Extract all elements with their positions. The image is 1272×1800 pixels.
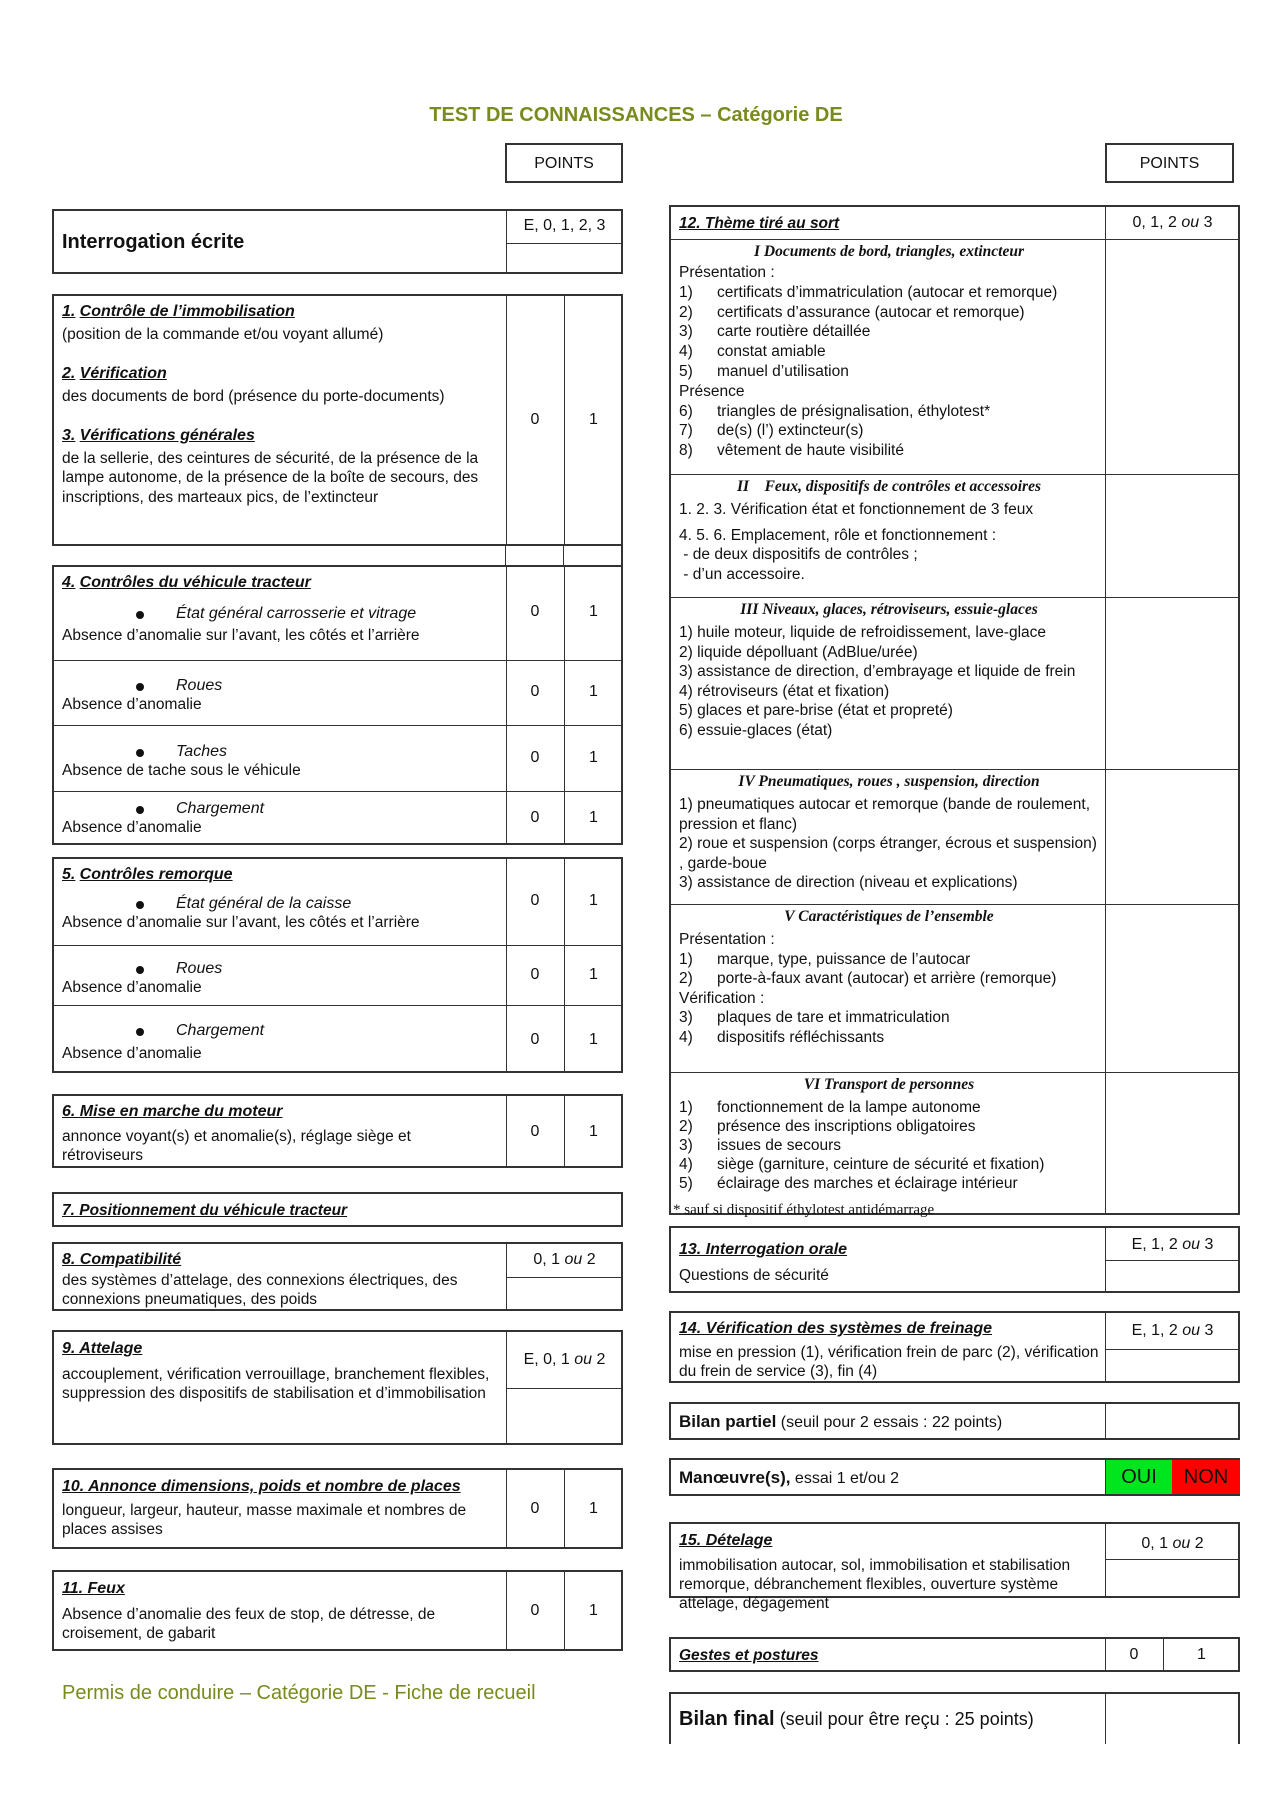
item8-box <box>52 1242 623 1311</box>
item6-title: 6. Mise en marche du moteur <box>62 1103 283 1120</box>
item3-text: de la sellerie, des ceintures de sécurité, de la présence de la lampe autonome, de la présence de la boîte de secours, des inscriptions, des marteaux pics, de l’extincteur <box>62 449 479 506</box>
item15-box <box>669 1522 1240 1612</box>
bullet-icon <box>136 806 144 814</box>
list-item: 5) manuel d’utilisation <box>679 362 849 380</box>
section-iv-heading: IV Pneumatiques, roues , suspension, direction <box>738 773 1040 790</box>
item4-row3-score-1[interactable]: 1 <box>589 749 598 766</box>
section-vi <box>679 1076 1099 1193</box>
item5-row3-score-1[interactable]: 1 <box>589 1031 598 1048</box>
list-item: 3) assistance de direction, d’embrayage et liquide de frein <box>679 663 1076 680</box>
row-bullet-label: Roues <box>176 960 223 977</box>
points-header-left: POINTS <box>505 143 623 183</box>
gestes-box <box>669 1637 1240 1672</box>
scale-ou: ou <box>574 1351 593 1368</box>
scale-ou: ou <box>1172 1535 1191 1552</box>
scale-text: 3 <box>1199 214 1213 231</box>
item4-row4-score-0[interactable]: 0 <box>530 809 540 826</box>
manoeuvres-label: Manœuvre(s), <box>679 1468 791 1487</box>
bilan-partiel-label: Bilan partiel <box>679 1412 777 1431</box>
footer-text: Permis de conduire – Catégorie DE - Fiche de recueil <box>62 1682 536 1704</box>
item4-box <box>52 565 623 845</box>
item11-score-0[interactable]: 0 <box>530 1602 540 1619</box>
item5-box <box>52 857 623 1073</box>
list-item: 1) pneumatiques autocar et remorque (bande de roulement, pression et flanc) <box>679 796 1090 833</box>
item14-score-field[interactable] <box>1105 1351 1240 1381</box>
item11-score-1[interactable]: 1 <box>589 1602 598 1619</box>
item10-score-1[interactable]: 1 <box>589 1500 598 1517</box>
item14-text: mise en pression (1), vérification frein de parc (2), vérification du frein de service (3), fin (4) <box>679 1343 1099 1380</box>
list-item: 4) siège (garniture, ceinture de sécurité et fixation) <box>679 1156 1045 1173</box>
item4-row4-score-1[interactable]: 1 <box>589 809 598 826</box>
list-item: 4) constat amiable <box>679 343 826 361</box>
item5-row <box>54 1022 506 1064</box>
item9-title: 9. Attelage <box>62 1340 143 1357</box>
item5-row2-score-1[interactable]: 1 <box>589 966 598 983</box>
item13-title: 13. Interrogation orale <box>679 1241 848 1258</box>
scale-text: 3 <box>1200 1322 1214 1339</box>
page-title: TEST DE CONNAISSANCES – Catégorie DE <box>429 104 843 126</box>
list-item: 4) rétroviseurs (état et fixation) <box>679 682 890 700</box>
item5-title: Contrôles remorque <box>79 866 233 883</box>
list-item: 2) certificats d’assurance (autocar et remorque) <box>679 303 1025 321</box>
interrogation-ecrite-label: Interrogation écrite <box>62 231 245 253</box>
section-v-heading: V Caractéristiques de l’ensemble <box>784 908 994 925</box>
list-item: 1) fonctionnement de la lampe autonome <box>679 1099 981 1116</box>
item7-box <box>52 1192 623 1227</box>
row-text: Absence de tache sous le véhicule <box>62 762 301 779</box>
list-item: 2) présence des inscriptions obligatoires <box>679 1118 976 1135</box>
section-i-pre1: Présentation : <box>679 264 775 281</box>
item1-num: 1. <box>62 303 76 320</box>
item6-score-1[interactable]: 1 <box>589 1123 598 1140</box>
scale-ou: ou <box>1182 1236 1201 1253</box>
item1-text: (position de la commande et/ou voyant allumé) <box>62 325 384 343</box>
item14-box <box>669 1311 1240 1383</box>
scale-text: 2 <box>1190 1535 1204 1552</box>
item9-box <box>52 1330 623 1445</box>
item8-title: 8. Compatibilité <box>62 1251 182 1268</box>
scale-text: E, 1, 2 <box>1131 1322 1183 1339</box>
points-header-right: POINTS <box>1105 143 1234 183</box>
list-item: 7) de(s) (l’) extincteur(s) <box>679 422 864 440</box>
item2-num: 2. <box>62 365 76 382</box>
item9-score-field[interactable] <box>506 1390 623 1442</box>
row-text: Absence d’anomalie <box>62 819 202 836</box>
scale-ou: ou <box>564 1251 583 1268</box>
item15-scale <box>1105 1535 1240 1553</box>
scale-ou: ou <box>1181 214 1200 231</box>
item10-score-0[interactable]: 0 <box>530 1500 540 1517</box>
section-i-pre2: Présence <box>679 382 745 400</box>
item11-title: 11. Feux <box>62 1580 125 1597</box>
section-iv <box>679 773 1099 893</box>
section-v-pre1: Présentation : <box>679 931 775 948</box>
scale-text: 0, 1, 2 <box>1132 214 1182 231</box>
non-button[interactable]: NON <box>1172 1460 1240 1494</box>
item2-title: Vérification <box>79 365 167 382</box>
item10-box <box>52 1468 623 1549</box>
item11-box <box>52 1570 623 1651</box>
row-text: Absence d’anomalie <box>62 979 202 996</box>
section-v-pre2: Vérification : <box>679 989 765 1007</box>
item13-text: Questions de sécurité <box>679 1266 829 1284</box>
row-text: Absence d’anomalie <box>62 1045 202 1062</box>
item9-scale <box>506 1351 623 1369</box>
section-ii-heading: Feux, dispositifs de contrôles et accessoires <box>764 478 1041 495</box>
item13-box <box>669 1226 1240 1293</box>
item7-title: 7. Positionnement du véhicule tracteur <box>62 1202 348 1219</box>
bullet-icon <box>136 966 144 974</box>
row-bullet-label: Chargement <box>176 800 265 817</box>
item4-row <box>54 605 506 646</box>
row-bullet-label: Roues <box>176 677 223 694</box>
bilan-partiel-box <box>669 1402 1240 1440</box>
list-item: 8) vêtement de haute visibilité <box>679 442 904 460</box>
bilan-partiel-threshold: (seuil pour 2 essais : 22 points) <box>776 1414 1003 1431</box>
item15-score-field[interactable] <box>1105 1561 1240 1596</box>
row-bullet-label: État général de la caisse <box>176 895 352 912</box>
section-i-heading: I Documents de bord, triangles, extincteur <box>754 243 1024 260</box>
item5-row <box>54 960 506 998</box>
oui-button[interactable]: OUI <box>1106 1460 1172 1494</box>
item5-row1-score-1[interactable]: 1 <box>589 892 598 909</box>
section-vi-heading: VI Transport de personnes <box>803 1076 975 1093</box>
section-v <box>679 908 1099 1047</box>
row-text: Absence d’anomalie <box>62 696 202 713</box>
connector-strip <box>505 546 623 566</box>
item4-row1-score-1[interactable]: 1 <box>589 603 598 620</box>
list-item: 3) assistance de direction (niveau et explications) <box>679 874 1018 891</box>
item15-title: 15. Dételage <box>679 1532 773 1549</box>
scale-text: E, 1, 2 <box>1131 1236 1183 1253</box>
list-item: 6) triangles de présignalisation, éthylotest* <box>679 402 991 420</box>
section-iii <box>679 601 1099 740</box>
item4-row <box>54 800 506 838</box>
list-item: 4) dispositifs réfléchissants <box>679 1028 885 1046</box>
section-ii <box>679 478 1099 584</box>
item12-title: 12. Thème tiré au sort <box>679 215 840 232</box>
item10-text: longueur, largeur, hauteur, masse maximale et nombres de places assises <box>62 1501 467 1538</box>
item10-title: 10. Annonce dimensions, poids et nombre de places <box>62 1478 461 1495</box>
section-ii-line: - d’un accessoire. <box>679 565 805 583</box>
item5-row <box>54 895 506 933</box>
item12-box <box>669 205 1240 1215</box>
bilan-final-box <box>669 1692 1240 1744</box>
list-item: 1) certificats d’immatriculation (autocar et remorque) <box>679 283 1058 301</box>
item8-scale <box>506 1251 623 1269</box>
item5-row3-score-0[interactable]: 0 <box>530 1031 540 1048</box>
item6-text: annonce voyant(s) et anomalie(s), réglage siège et rétroviseurs <box>62 1127 411 1164</box>
item8-text: des systèmes d’attelage, des connexions électriques, des connexions pneumatiques, des poids <box>62 1271 458 1308</box>
bullet-icon <box>136 683 144 691</box>
gestes-title: Gestes et postures <box>679 1647 819 1664</box>
list-item: 3) plaques de tare et immatriculation <box>679 1009 950 1026</box>
items-1-3-score-0[interactable]: 0 <box>530 411 540 428</box>
item3-title: Vérifications générales <box>79 427 255 444</box>
section-ii-line: - de deux dispositifs de contrôles ; <box>679 546 918 563</box>
item14-scale <box>1105 1322 1240 1340</box>
row-text: Absence d’anomalie sur l’avant, les côtés et l’arrière <box>62 914 420 931</box>
scale-ou: ou <box>1182 1322 1201 1339</box>
bilan-final-threshold: (seuil pour être reçu : 25 points) <box>774 1709 1034 1729</box>
list-item: 6) essuie-glaces (état) <box>679 721 833 739</box>
gestes-score-1[interactable]: 1 <box>1197 1646 1206 1663</box>
item6-box <box>52 1094 623 1168</box>
section-ii-line: 1. 2. 3. Vérification état et fonctionnement de 3 feux <box>679 501 1034 518</box>
list-item: 3) issues de secours <box>679 1137 842 1154</box>
item5-row2-score-0[interactable]: 0 <box>530 966 540 983</box>
bullet-icon <box>136 901 144 909</box>
item4-num: 4. <box>62 574 76 591</box>
item13-scale <box>1105 1236 1240 1254</box>
list-item: 2) roue et suspension (corps étranger, écrous et suspension) , garde-boue <box>679 835 1097 872</box>
row-bullet-label: Chargement <box>176 1022 265 1039</box>
item4-row2-score-0[interactable]: 0 <box>530 683 540 700</box>
interrogation-ecrite-box <box>52 209 623 274</box>
footnote: * sauf si dispositif éthylotest antidémarrage <box>673 1202 935 1218</box>
scale-text: 0, 1 <box>533 1251 565 1268</box>
item5-num: 5. <box>62 866 76 883</box>
scale-text: 2 <box>592 1351 606 1368</box>
item3-num: 3. <box>62 427 76 444</box>
list-item: 5) éclairage des marches et éclairage intérieur <box>679 1175 1018 1192</box>
list-item: 2) liquide dépolluant (AdBlue/urée) <box>679 643 918 661</box>
item2-text: des documents de bord (présence du porte-documents) <box>62 387 445 405</box>
bilan-final-label: Bilan final <box>679 1708 775 1730</box>
list-item: 1) marque, type, puissance de l’autocar <box>679 950 971 968</box>
item4-row1-score-0[interactable]: 0 <box>530 603 540 620</box>
items-1-3-box <box>52 294 623 546</box>
list-item: 1) huile moteur, liquide de refroidissement, lave-glace <box>679 624 1047 641</box>
bullet-icon <box>136 1028 144 1036</box>
item9-text: accouplement, vérification verrouillage, branchement flexibles, suppression des dispositifs de stabilisation et d’immobilisation <box>62 1365 490 1402</box>
bullet-icon <box>136 611 144 619</box>
item4-row2-score-1[interactable]: 1 <box>589 683 598 700</box>
interrogation-ecrite-scale: E, 0, 1, 2, 3 <box>523 217 606 234</box>
section-iii-heading: III Niveaux, glaces, rétroviseurs, essuie-glaces <box>740 601 1038 618</box>
section-i <box>679 243 1099 461</box>
items-1-3-score-1[interactable]: 1 <box>589 411 598 428</box>
item12-scale <box>1105 214 1240 232</box>
row-text: Absence d’anomalie sur l’avant, les côtés et l’arrière <box>62 627 420 644</box>
list-item: 2) porte-à-faux avant (autocar) et arrière (remorque) <box>679 970 1057 987</box>
item13-score-field[interactable] <box>1105 1262 1240 1292</box>
list-item: 3) carte routière détaillée <box>679 323 871 341</box>
bilan-partiel-field[interactable] <box>1105 1404 1240 1438</box>
item4-row <box>54 743 506 781</box>
item15-text: immobilisation autocar, sol, immobilisation et stabilisation remorque, débranchement flexibles, ouverture système attelage, dégagement <box>679 1556 1071 1612</box>
bullet-icon <box>136 749 144 757</box>
item8-score-field[interactable] <box>506 1279 623 1309</box>
gestes-score-0[interactable]: 0 <box>1129 1646 1139 1663</box>
section-ii-line: 4. 5. 6. Emplacement, rôle et fonctionnement : <box>679 526 997 544</box>
interrogation-ecrite-score-field[interactable] <box>506 245 623 273</box>
manoeuvres-text: essai 1 et/ou 2 <box>790 1470 899 1487</box>
row-bullet-label: Taches <box>176 743 227 760</box>
item4-row3-score-0[interactable]: 0 <box>530 749 540 766</box>
manoeuvres-box <box>669 1458 1240 1496</box>
list-item: 5) glaces et pare-brise (état et propreté) <box>679 702 953 719</box>
item4-title: Contrôles du véhicule tracteur <box>79 574 311 591</box>
bilan-final-field[interactable] <box>1105 1694 1240 1744</box>
scale-text: E, 0, 1 <box>523 1351 575 1368</box>
section-ii-num: II <box>737 478 750 495</box>
item14-title: 14. Vérification des systèmes de freinage <box>679 1320 993 1337</box>
item5-row1-score-0[interactable]: 0 <box>530 892 540 909</box>
row-bullet-label: État général carrosserie et vitrage <box>176 605 417 622</box>
item11-text: Absence d’anomalie des feux de stop, de détresse, de croisement, de gabarit <box>62 1605 436 1642</box>
scale-text: 2 <box>582 1251 596 1268</box>
item6-score-0[interactable]: 0 <box>530 1123 540 1140</box>
item1-title: Contrôle de l’immobilisation <box>79 303 295 320</box>
scale-text: 3 <box>1200 1236 1214 1253</box>
scale-text: 0, 1 <box>1141 1535 1173 1552</box>
item4-row <box>54 677 506 715</box>
